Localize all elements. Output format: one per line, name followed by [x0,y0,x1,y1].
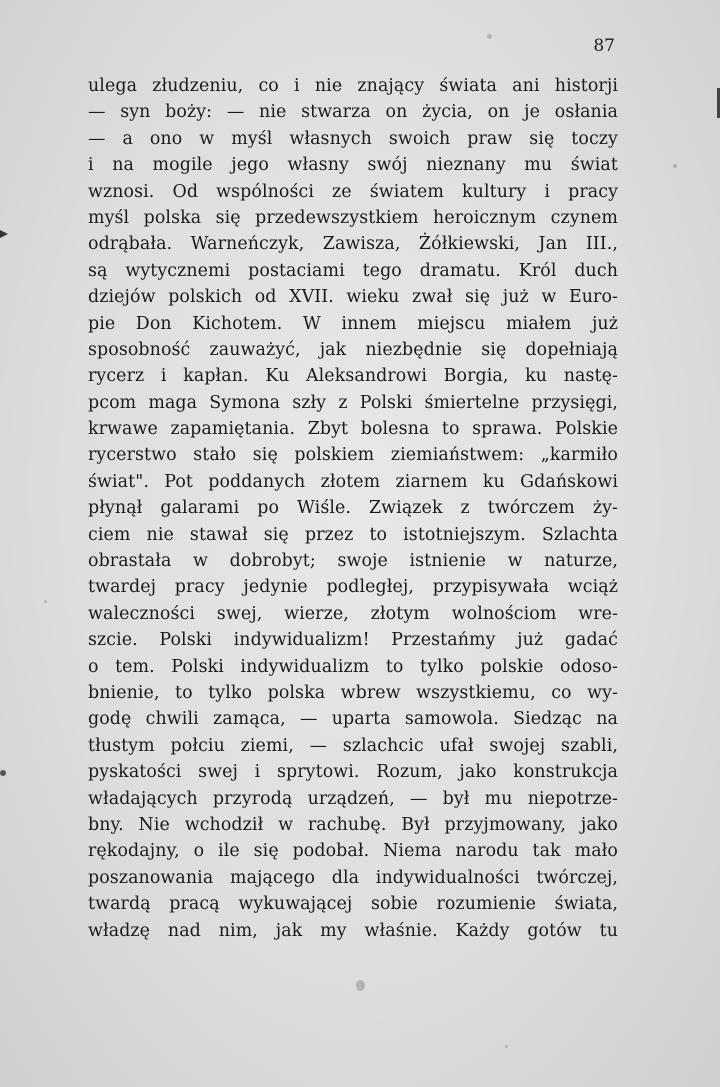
text-line: godę chwili zamąca, — uparta samowola. Siedząc na [88,709,618,730]
text-line: i na mogile jego własny swój nieznany mu świat [88,155,618,176]
margin-mark-left-top [0,230,8,238]
text-line: poszanowania mającego dla indywidualności twórczej, [88,867,618,888]
text-line: krwawe zapamiętania. Zbyt bolesna to sprawa. Polskie [88,419,618,440]
text-line: — a ono w myśl własnych swoich praw się toczy [88,128,618,149]
text-line: obrastała w dobrobyt; swoje istnienie w naturze, [88,551,618,572]
text-line: władzę nad nim, jak my właśnie. Każdy gotów tu [88,920,618,941]
paper-speck [356,980,365,991]
paper-speck [487,34,492,39]
text-line: ciem nie stawał się przez to istotniejszym. Szlachta [88,524,618,545]
paper-speck [505,1045,508,1048]
text-line: o tem. Polski indywidualizm to tylko polskie odoso- [88,656,618,677]
text-line: rękodajny, o ile się podobał. Niema narodu tak mało [88,841,618,862]
paper-speck [673,164,677,168]
text-line: twardej pracy jedynie podległej, przypisywała wciąż [88,577,618,598]
text-line: wznosi. Od wspólności ze światem kultury i pracy [88,181,618,202]
text-line: sposobność zauważyć, jak niezbędnie się dopełniają [88,339,618,360]
body-text [88,73,618,944]
text-line: świat". Pot poddanych złotem ziarnem ku Gdańskowi [88,471,618,492]
text-line: bny. Nie wchodził w rachubę. Był przyjmowany, jako [88,814,618,835]
text-line: waleczności swej, wierze, złotym wolnościom wre- [88,603,618,624]
text-line: bnienie, to tylko polska wbrew wszystkiemu, co wy- [88,682,618,703]
text-line: pyskatości swej i sprytowi. Rozum, jako konstrukcja [88,762,618,783]
text-line: są wytycznemi postaciami tego dramatu. Król duch [88,260,618,281]
text-line: dziejów polskich od XVII. wieku zwał się już w Euro- [88,287,618,308]
text-line: władających przyrodą urządzeń, — był mu niepotrze- [88,788,618,809]
text-line: ulega złudzeniu, co i nie znający świata ani historji [88,76,618,96]
text-line: tłustym połciu ziemi, — szlachcic ufał swojej szabli, [88,735,618,756]
paper-speck [44,600,47,603]
page-number: 87 [593,36,615,56]
text-line: płynął galarami po Wiśle. Związek z twórczem ży- [88,498,618,519]
text-line: myśl polska się przedewszystkiem heroicznym czynem [88,207,618,228]
text-line: pie Don Kichotem. W innem miejscu miałem już [88,313,618,334]
text-line: rycerstwo stało się polskiem ziemiaństwem: „karmiło [88,445,618,466]
text-line: odrąbała. Warneńczyk, Zawisza, Żółkiewski, Jan III., [88,234,618,255]
text-line: — syn boży: — nie stwarza on życia, on je osłania [88,102,618,123]
text-line: szcie. Polski indywidualizm! Przestańmy już gadać [88,630,618,651]
margin-mark-left-bottom [0,770,6,776]
text-line: rycerz i kapłan. Ku Aleksandrowi Borgia, ku nastę- [88,366,618,387]
text-line: twardą pracą wykuwającej sobie rozumienie świata, [88,894,618,915]
text-line: pcom maga Symona szły z Polski śmiertelne przysięgi, [88,392,618,413]
